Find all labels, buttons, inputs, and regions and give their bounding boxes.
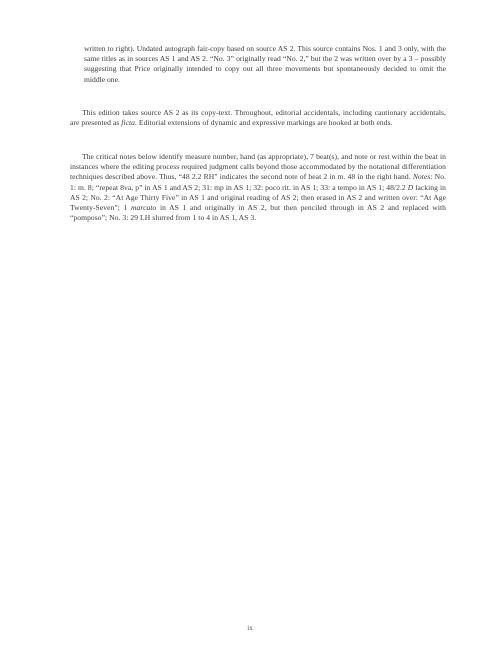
critical-notes-paragraph xyxy=(70,152,446,223)
marcato-term: marcato xyxy=(130,203,157,213)
critical-notes-part-c: in AS 1 and originally in AS 2, but then penciled through in AS 2 and replaced with “pomposo”; No. 3: 29 LH slurred from 1 to 4 in AS 1, AS 3. xyxy=(70,203,446,223)
source-description-paragraph xyxy=(84,44,446,85)
page-number: ix xyxy=(247,624,253,632)
ficta-term: ficta xyxy=(121,118,135,128)
notes-label: Notes xyxy=(412,172,431,182)
critical-notes-body xyxy=(70,152,446,223)
copy-text-paragraph xyxy=(70,108,446,128)
critical-notes-part-b: lacking in AS 2; No. 2: “At Age Thirty Five” in AS 1 and original reading of AS 2; then erased in AS 2 and written over: “At Age Twenty-Seven”; 1 xyxy=(70,182,447,213)
source-description-text: written to right). Undated autograph fair-copy based on source AS 2. This source contains Nos. 1 and 3 only, with the same titles as in sources AS 1 and AS 2. “No. 3” originally read “No. 2,” but the 2 was written over by a 3 – possibly suggesting that Price originally intended to copy out all three movements but spontaneously decided to omit the middle one. xyxy=(84,44,446,84)
critical-notes-intro: The critical notes below identify measure number, hand (as appropriate), 7 beat(s), and note or rest within the beat in instances where the editing process required judgment calls beyond those accommodated by the notational differentiation techniques described above. Thus, “48 2.2 RH” indicates the second note of beat 2 in m. 48 in the right hand. xyxy=(70,152,446,182)
copy-text-body xyxy=(70,108,446,128)
critical-notes-part-a: : No. 1: m. 8; “repeat 8va, p” in AS 1 and AS 2; 31: mp in AS 1; 32: poco rit. in AS 1; 33: a tempo in AS 1; 48/2.2 xyxy=(70,172,446,192)
copy-text-intro: This edition takes source AS 2 as its copy-text. Throughout, editorial accidentals, including cautionary accidentals, are presented as xyxy=(70,108,446,128)
natural-sign-text: D xyxy=(407,182,414,192)
copy-text-rest: . Editorial extensions of dynamic and expressive markings are hooked at both ends. xyxy=(135,118,393,128)
